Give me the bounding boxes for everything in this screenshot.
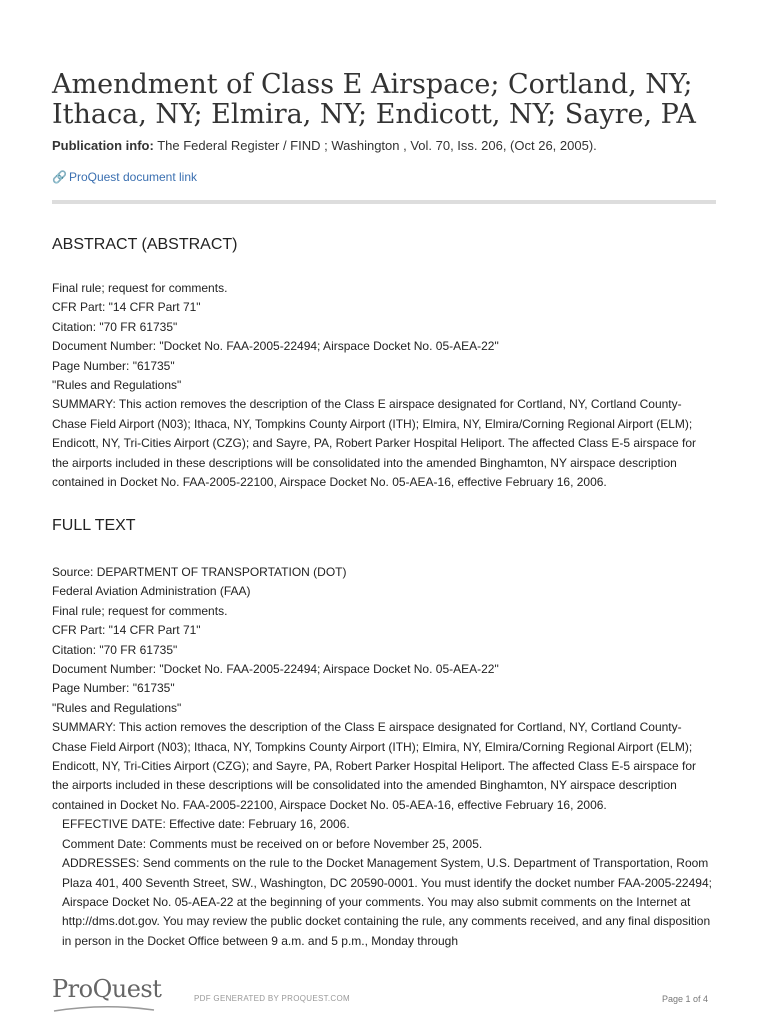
proquest-logo: ProQuest xyxy=(52,975,162,1003)
full-text-line: Page Number: "61735" xyxy=(52,681,175,696)
full-text-line: Source: DEPARTMENT OF TRANSPORTATION (DOT) xyxy=(52,565,347,579)
full-text-line: Federal Aviation Administration (FAA) xyxy=(52,584,251,599)
document-title: Amendment of Class E Airspace; Cortland, NY; Ithaca, NY; Elmira, NY; Endicott, NY; Sayre, PA xyxy=(52,69,696,130)
abstract-line: Citation: "70 FR 61735" xyxy=(52,319,178,334)
page-footer xyxy=(52,975,716,1015)
comment-date-line: Comment Date: Comments must be received on or before November 25, 2005. xyxy=(62,836,483,851)
page-number: Page 1 of 4 xyxy=(661,994,708,1004)
proquest-document-link-label[interactable]: ProQuest document link xyxy=(68,170,198,184)
pdf-generated-label: PDF GENERATED BY PROQUEST.COM xyxy=(194,994,350,1003)
abstract-line: Page Number: "61735" xyxy=(52,358,175,373)
full-text-line: Document Number: "Docket No. FAA-2005-22494; Airspace Docket No. 05-AEA-22" xyxy=(52,662,499,677)
abstract-line: Document Number: "Docket No. FAA-2005-22494; Airspace Docket No. 05-AEA-22" xyxy=(52,339,499,354)
abstract-summary: SUMMARY: This action removes the description of the Class E airspace designated for Cortland, NY, Cortland County-Chase Field Airport (N03); Ithaca, NY, Tompkins County Airport (ITH); Elmira, NY, Elmira/Corning Regional Airport (ELM); Endicott, NY, Tri-Cities Airport (CZG); and Sayre, PA, Robert Parker Hospital Heliport. The affected Class E-5 airspace for the airports included in these descriptions will be consolidated into the amended Binghamton, NY airspace description contained in Docket No. FAA-2005-22100, Airspace Docket No. 05-AEA-16, effective February 16, 2006. xyxy=(52,397,697,490)
full-text-body xyxy=(52,563,716,951)
publication-info-label: Publication info: xyxy=(52,138,154,153)
proquest-swoosh-icon xyxy=(52,1005,156,1013)
full-text-line: Citation: "70 FR 61735" xyxy=(52,642,178,657)
link-icon: 🔗 xyxy=(52,170,67,184)
abstract-body xyxy=(52,279,716,492)
abstract-heading: ABSTRACT (ABSTRACT) xyxy=(52,236,238,253)
full-text-heading: FULL TEXT xyxy=(52,517,136,534)
proquest-document-link[interactable] xyxy=(52,170,197,184)
effective-date-line: EFFECTIVE DATE: Effective date: February 16, 2006. xyxy=(62,817,350,832)
publication-info xyxy=(52,138,716,153)
publication-info-value: The Federal Register / FIND ; Washington , Vol. 70, Iss. 206, (Oct 26, 2005). xyxy=(157,138,597,153)
abstract-line: Final rule; request for comments. xyxy=(52,281,228,295)
abstract-line: "Rules and Regulations" xyxy=(52,378,182,393)
header-divider xyxy=(52,200,716,204)
addresses-paragraph: ADDRESSES: Send comments on the rule to the Docket Management System, U.S. Department of Transportation, Room Plaza 401, 400 Seventh Street, SW., Washington, DC 20590-0001. You must identify the docket number FAA-2005-22494; Airspace Docket No. 05-AEA-22 at the beginning of your comments. You may also submit comments on the Internet at http://dms.dot.gov. You may review the public docket containing the rule, any comments received, and any final disposition in person in the Docket Office between 9 a.m. and 5 p.m., Monday through xyxy=(62,856,712,948)
full-text-line: Final rule; request for comments. xyxy=(52,603,228,618)
full-text-summary: SUMMARY: This action removes the description of the Class E airspace designated for Cortland, NY, Cortland County-Chase Field Airport (N03); Ithaca, NY, Tompkins County Airport (ITH); Elmira, NY, Elmira/Corning Regional Airport (ELM); Endicott, NY, Tri-Cities Airport (CZG); and Sayre, PA, Robert Parker Hospital Heliport. The affected Class E-5 airspace for the airports included in these descriptions will be consolidated into the amended Binghamton, NY airspace description contained in Docket No. FAA-2005-22100, Airspace Docket No. 05-AEA-16, effective February 16, 2006. xyxy=(52,720,697,812)
abstract-line: CFR Part: "14 CFR Part 71" xyxy=(52,300,201,315)
full-text-line: CFR Part: "14 CFR Part 71" xyxy=(52,623,201,638)
full-text-line: "Rules and Regulations" xyxy=(52,700,182,715)
